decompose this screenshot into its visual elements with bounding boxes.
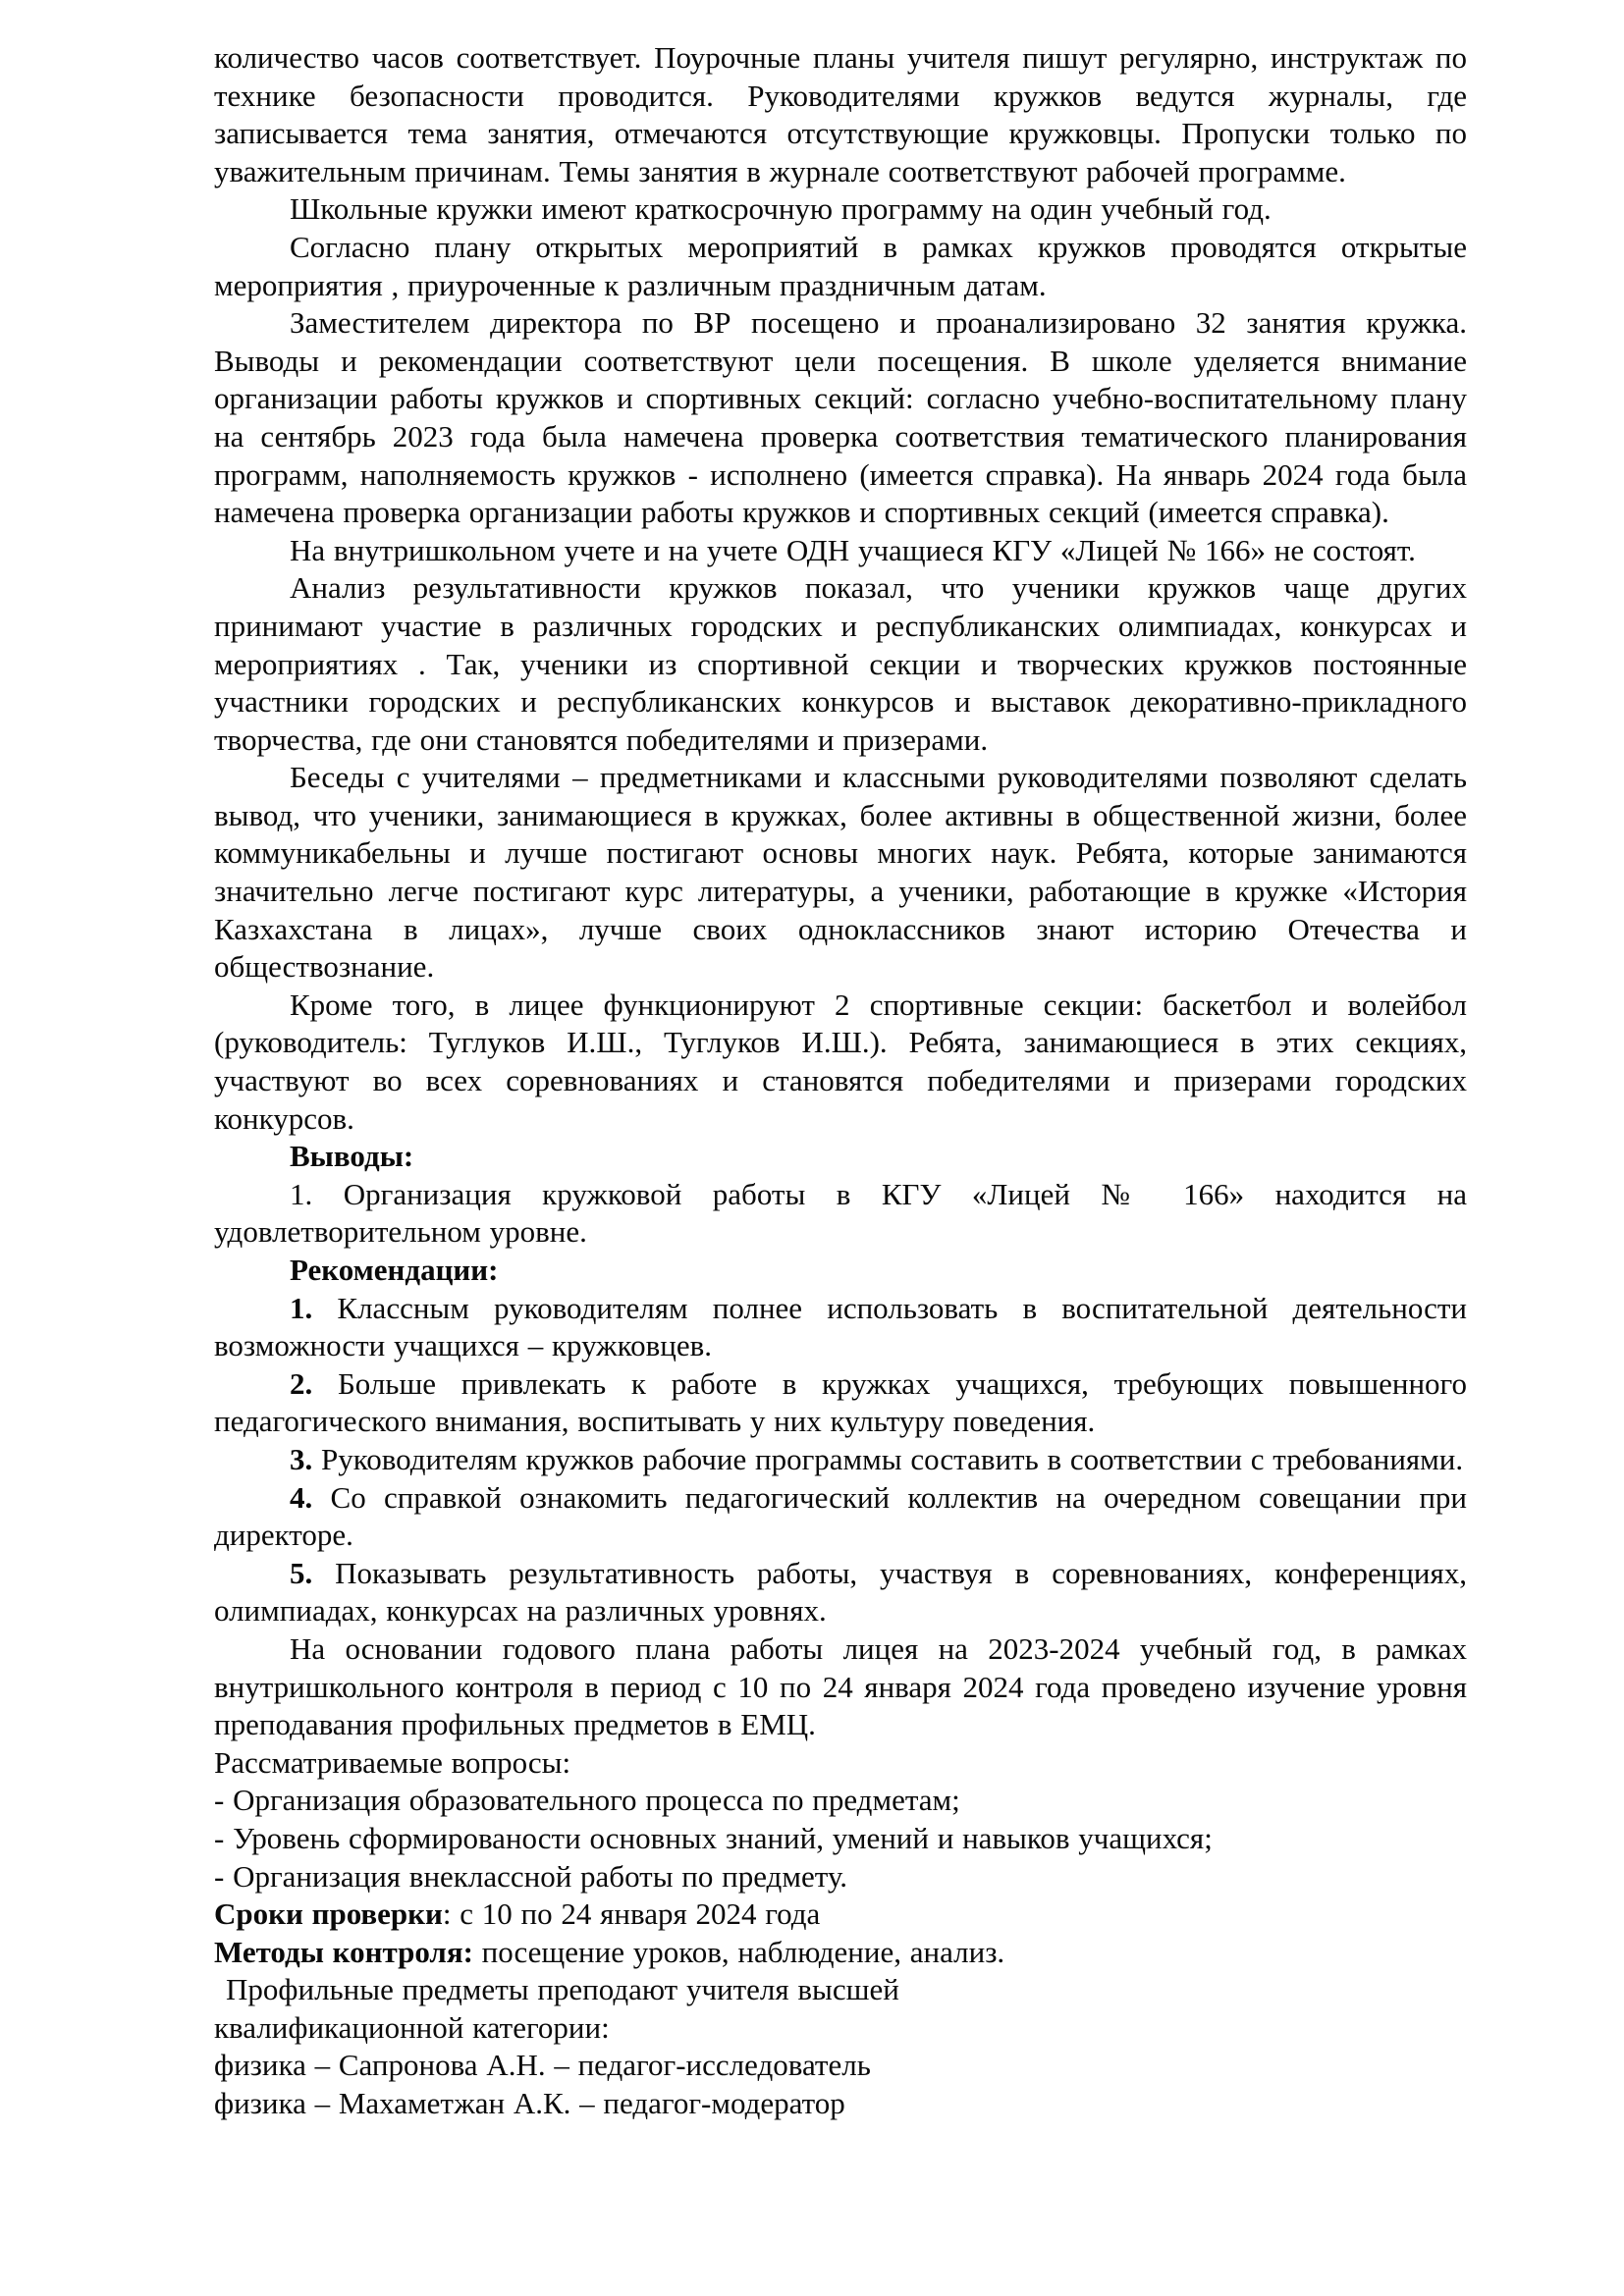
text-run: Руководителям кружков рабочие программы составить в соответствии с требованиями. (312, 1441, 1464, 1476)
paragraph (214, 2085, 1467, 2123)
document-body (214, 39, 1467, 2123)
bold-text-run: 3. (290, 1441, 313, 1476)
text-run: Больше привлекать к работе в кружках учащихся, требующих повышенного педагогического внимания, воспитывать у них культуру поведения. (214, 1365, 1467, 1439)
paragraph (214, 1782, 1467, 1820)
text-run: квалификационной категории: (214, 2009, 610, 2045)
text-run: количество часов соответствует. Поурочные планы учителя пишут регулярно, инструктаж по технике безопасности проводится. Руководителями кружков ведутся журналы, где записывается тема занятия, отмечаются отсутствующие кружковцы. Пропуски только по уважительным причинам. Темы занятия в журнале соответствуют рабочей программе. (214, 40, 1467, 188)
text-run: Со справкой ознакомить педагогический коллектив на очередном совещании при директоре. (214, 1479, 1467, 1553)
paragraph (214, 1290, 1467, 1365)
paragraph (214, 1820, 1467, 1858)
paragraph (214, 1934, 1467, 1972)
text-run: На внутришкольном учете и на учете ОДН учащиеся КГУ «Лицей № 166» не состоят. (290, 532, 1416, 567)
paragraph (214, 1971, 1467, 2009)
paragraph (214, 1365, 1467, 1441)
paragraph (214, 569, 1467, 759)
paragraph (214, 1176, 1467, 1252)
text-run: Кроме того, в лицее функционируют 2 спортивные секции: баскетбол и волейбол (руководитель: Туглуков И.Ш., Туглуков И.Ш.). Ребята, занимающиеся в этих секциях, участвуют во всех соревнованиях и становятся победителями и призерами городских конкурсов. (214, 987, 1467, 1136)
text-run: Беседы с учителями – предметниками и классными руководителями позволяют сделать вывод, что ученики, занимающиеся в кружках, более активны в общественной жизни, более коммуникабельны и лучше постигают основы многих наук. Ребята, которые занимаются значительно легче постигают курс литературы, а ученики, работающие в кружке «История Казхахстана в лицах», лучше своих одноклассников знают историю Отечества и обществознание. (214, 760, 1467, 985)
paragraph (214, 2047, 1467, 2085)
text-run: Показывать результативность работы, участвуя в соревнованиях, конференциях, олимпиадах, конкурсах на различных уровнях. (214, 1555, 1467, 1629)
text-run: Рассматриваемые вопросы: (214, 1744, 571, 1780)
paragraph (214, 759, 1467, 987)
paragraph (214, 1858, 1467, 1896)
paragraph (214, 2009, 1467, 2048)
paragraph (214, 1896, 1467, 1934)
text-run: физика – Сапронова А.Н. – педагог-исследователь (214, 2048, 871, 2083)
paragraph (214, 1138, 1467, 1176)
bold-text-run: Методы контроля: (214, 1934, 473, 1969)
text-run: Классным руководителям полнее использовать в воспитательной деятельности возможности учащихся – кружковцев. (214, 1290, 1467, 1363)
text-run: Школьные кружки имеют краткосрочную программу на один учебный год. (290, 191, 1272, 227)
text-run: посещение уроков, наблюдение, анализ. (472, 1934, 1005, 1969)
text-run: Профильные предметы преподают учителя высшей (226, 1972, 899, 2007)
bold-text-run: 1. (290, 1290, 313, 1325)
paragraph (214, 190, 1467, 229)
paragraph (214, 1252, 1467, 1290)
paragraph (214, 304, 1467, 532)
paragraph (214, 1555, 1467, 1630)
paragraph (214, 532, 1467, 570)
text-run: - Уровень сформированости основных знаний, умений и навыков учащихся; (214, 1820, 1213, 1855)
bold-text-run: Сроки проверки (214, 1896, 443, 1932)
bold-text-run: 4. (290, 1479, 313, 1515)
paragraph (214, 1441, 1467, 1479)
text-run: : с 10 по 24 января 2024 года (442, 1896, 821, 1932)
paragraph (214, 39, 1467, 190)
text-run: Согласно плану открытых мероприятий в рамках кружков проводятся открытые мероприятия , приуроченные к различным праздничным датам. (214, 229, 1467, 302)
text-run: - Организация внеклассной работы по предмету. (214, 1858, 847, 1894)
paragraph (214, 1479, 1467, 1555)
bold-text-run: Рекомендации: (290, 1253, 499, 1287)
text-run: 1. Организация кружковой работы в КГУ «Лицей № 166» находится на удовлетворительном уровне. (214, 1176, 1467, 1250)
bold-text-run: 2. (290, 1365, 313, 1401)
paragraph (214, 1744, 1467, 1783)
text-run: - Организация образовательного процесса по предметам; (214, 1783, 960, 1818)
text-run: На основании годового плана работы лицея на 2023-2024 учебный год, в рамках внутришкольного контроля в период с 10 по 24 января 2024 года проведено изучение уровня преподавания профильных предметов в ЕМЦ. (214, 1630, 1467, 1742)
text-run: Заместителем директора по ВР посещено и проанализировано 32 занятия кружка. Выводы и рекомендации соответствуют цели посещения. В школе уделяется внимание организации работы кружков и спортивных секций: согласно учебно-воспитательному плану на сентябрь 2023 года была намечена проверка соответствия тематического планирования программ, наполняемость кружков - исполнено (имеется справка). На январь 2024 года была намечена проверка организации работы кружков и спортивных секций (имеется справка). (214, 305, 1467, 530)
text-run: физика – Махаметжан А.К. – педагог-модератор (214, 2086, 845, 2121)
bold-text-run: 5. (290, 1555, 313, 1590)
text-run: Анализ результативности кружков показал, что ученики кружков чаще других принимают участие в различных городских и республиканских олимпиадах, конкурсах и мероприятиях . Так, ученики из спортивной секции и творческих кружков постоянные участники городских и республиканских конкурсов и выставок декоративно-прикладного творчества, где они становятся победителями и призерами. (214, 570, 1467, 757)
paragraph (214, 1630, 1467, 1744)
bold-text-run: Выводы: (290, 1139, 414, 1174)
paragraph (214, 987, 1467, 1138)
paragraph (214, 229, 1467, 304)
